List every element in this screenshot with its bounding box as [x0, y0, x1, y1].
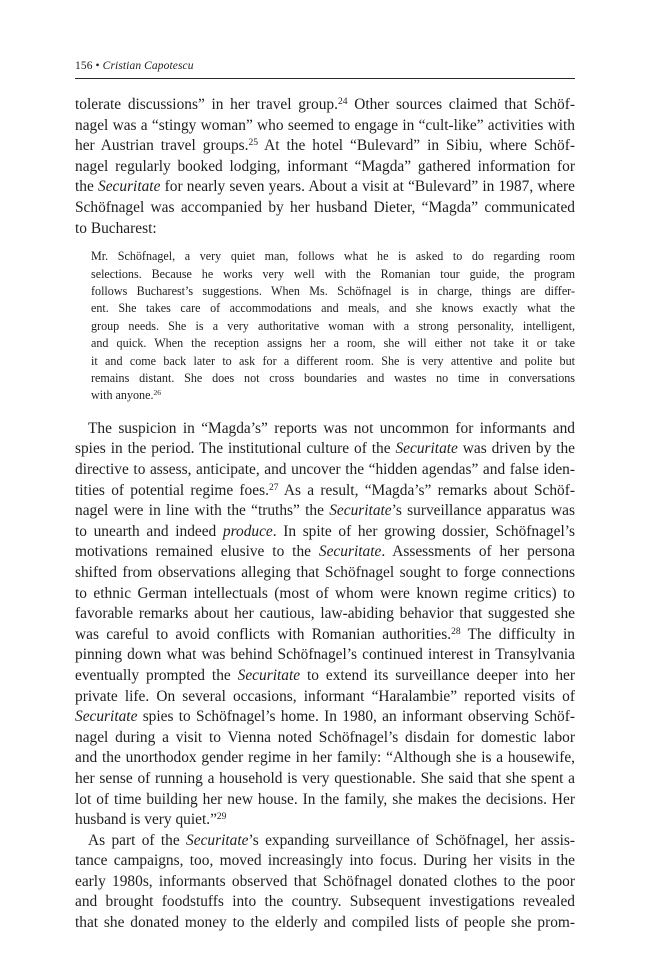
block-quote: [91, 248, 575, 405]
footnote-ref: 27: [268, 481, 279, 493]
text-line: directive to assess, anticipate, and uncover the “hidden agendas” and false iden-: [75, 461, 575, 478]
header-rule: [75, 78, 575, 79]
running-head-author: Cristian Capotescu: [102, 60, 194, 72]
text-line: to ethnic German intellectuals (most of whom were known regime critics) to: [75, 584, 575, 602]
text-line: her sense of running a household is very questionable. She said that she spent a: [75, 769, 575, 787]
quote-line: it and come back later to ask for a different room. She is very attentive and polite but: [91, 353, 575, 368]
text-line: motivations remained elusive to the Securitate. Assessments of her persona: [75, 543, 575, 561]
text-line: to unearth and indeed produce. In spite of her growing dossier, Schöfnagel’s: [75, 522, 575, 540]
quote-line: with anyone.$^{26}$: [91, 388, 161, 403]
text-line: private life. On several occasions, informant “Haralambie” reported visits of: [75, 687, 575, 705]
footnote-ref: 29: [216, 810, 227, 822]
footnote-ref: 25: [248, 136, 259, 148]
quote-line: selections. Because he works very well with the Romanian tour guide, the program: [91, 266, 575, 281]
text-line: that she donated money to the elderly and compiled lists of people she prom-: [75, 914, 575, 932]
text-line: The suspicion in “Magda’s” reports was not uncommon for informants and: [88, 419, 575, 437]
text-line: her Austrian travel groups.$^{25}$ At the hotel “Bulevard” in Sibiu, where Schöf-: [75, 136, 575, 155]
page-number: 156: [75, 60, 93, 72]
text-line: eventually prompted the Securitate to extend its surveillance deeper into her: [75, 666, 575, 684]
text-line: spies in the period. The institutional culture of the Securitate was driven by the: [75, 440, 575, 458]
text-line: tities of potential regime foes.$^{27}$ As a result, “Magda’s” remarks about Schöf-: [75, 481, 575, 499]
quote-line: Mr. Schöfnagel, a very quiet man, follows what he is asked to do regarding room: [91, 249, 575, 264]
text-line: and the unorthodox gender regime in her family: “Although she is a housewife,: [75, 749, 575, 767]
text-line: tance campaigns, too, moved increasingly into focus. During her visits in the: [75, 852, 575, 870]
italic-term: produce: [222, 522, 273, 540]
paragraph-3: [75, 831, 575, 934]
footnote-ref: 24: [337, 95, 348, 107]
italic-term: Securitate: [318, 543, 382, 561]
paragraph-2: [75, 419, 575, 831]
text-line: to Bucharest:: [75, 219, 157, 237]
quote-line: and quick. When the reception assigns her a room, she will either not take it or take: [91, 336, 575, 351]
text-line: nagel was a “stingy woman” who seemed to engage in “cult-like” activities with: [75, 116, 575, 134]
paragraph-1: [75, 95, 575, 239]
text-line: the Securitate for nearly seven years. About a visit at “Bulevard” in 1987, where: [75, 178, 575, 196]
body-text: [75, 95, 575, 934]
italic-term: Securitate: [395, 440, 458, 458]
text-line: Securitate spies to Schöfnagel’s home. In 1980, an informant observing Schöf-: [75, 708, 575, 726]
text-line: Schöfnagel was accompanied by her husband Dieter, “Magda” communicated: [75, 198, 575, 216]
running-head: [75, 60, 194, 72]
text-line: nagel regularly booked lodging, informant “Magda” gathered information for: [75, 157, 575, 175]
text-line: nagel were in line with the “truths” the Securitate’s surveillance apparatus was: [75, 502, 575, 520]
text-line: favorable remarks about her cautious, law-abiding behavior that suggested she: [75, 605, 575, 623]
quote-line: group needs. She is a very authoritative woman with a strong personality, intelligent,: [91, 318, 575, 333]
text-line: and brought foodstuffs into the country. Subsequent investigations revealed: [75, 893, 575, 911]
italic-term: Securitate: [186, 831, 249, 849]
text-line: lot of time building her new house. In the family, she makes the decisions. Her: [75, 790, 575, 808]
text-line: nagel during a visit to Vienna noted Schöfnagel’s disdain for domestic labor: [75, 728, 575, 746]
italic-term: Securitate: [329, 502, 392, 520]
text-line: early 1980s, informants observed that Schöfnagel donated clothes to the poor: [75, 872, 575, 890]
quote-line: remains distant. She does not cross boundaries and wastes no time in conversations: [91, 371, 575, 385]
header-separator: •: [95, 60, 100, 72]
text-line: pinning down what was behind Schöfnagel’s continued interest in Transylvania: [75, 646, 575, 664]
italic-term: Securitate: [237, 666, 301, 684]
text-line: husband is very quiet.”$^{29}$: [75, 810, 227, 829]
italic-term: Securitate: [98, 178, 161, 196]
footnote-ref: 26: [153, 388, 161, 398]
text-line: As part of the Securitate’s expanding surveillance of Schöfnagel, her assis-: [88, 831, 576, 849]
quote-line: follows Bucharest’s suggestions. When Ms. Schöfnagel is in charge, things are differ-: [91, 283, 575, 298]
quote-line: ent. She takes care of accommodations and meals, and she knows exactly what the: [91, 301, 575, 316]
text-line: was careful to avoid conflicts with Romanian authorities.$^{28}$ The difficulty in: [75, 625, 575, 643]
italic-term: Securitate: [75, 708, 138, 726]
text-line: shifted from observations alleging that Schöfnagel sought to forge connections: [75, 563, 575, 581]
footnote-ref: 28: [451, 625, 461, 637]
text-line: tolerate discussions” in her travel group.$^{24}$ Other sources claimed that Schöf-: [75, 95, 576, 113]
